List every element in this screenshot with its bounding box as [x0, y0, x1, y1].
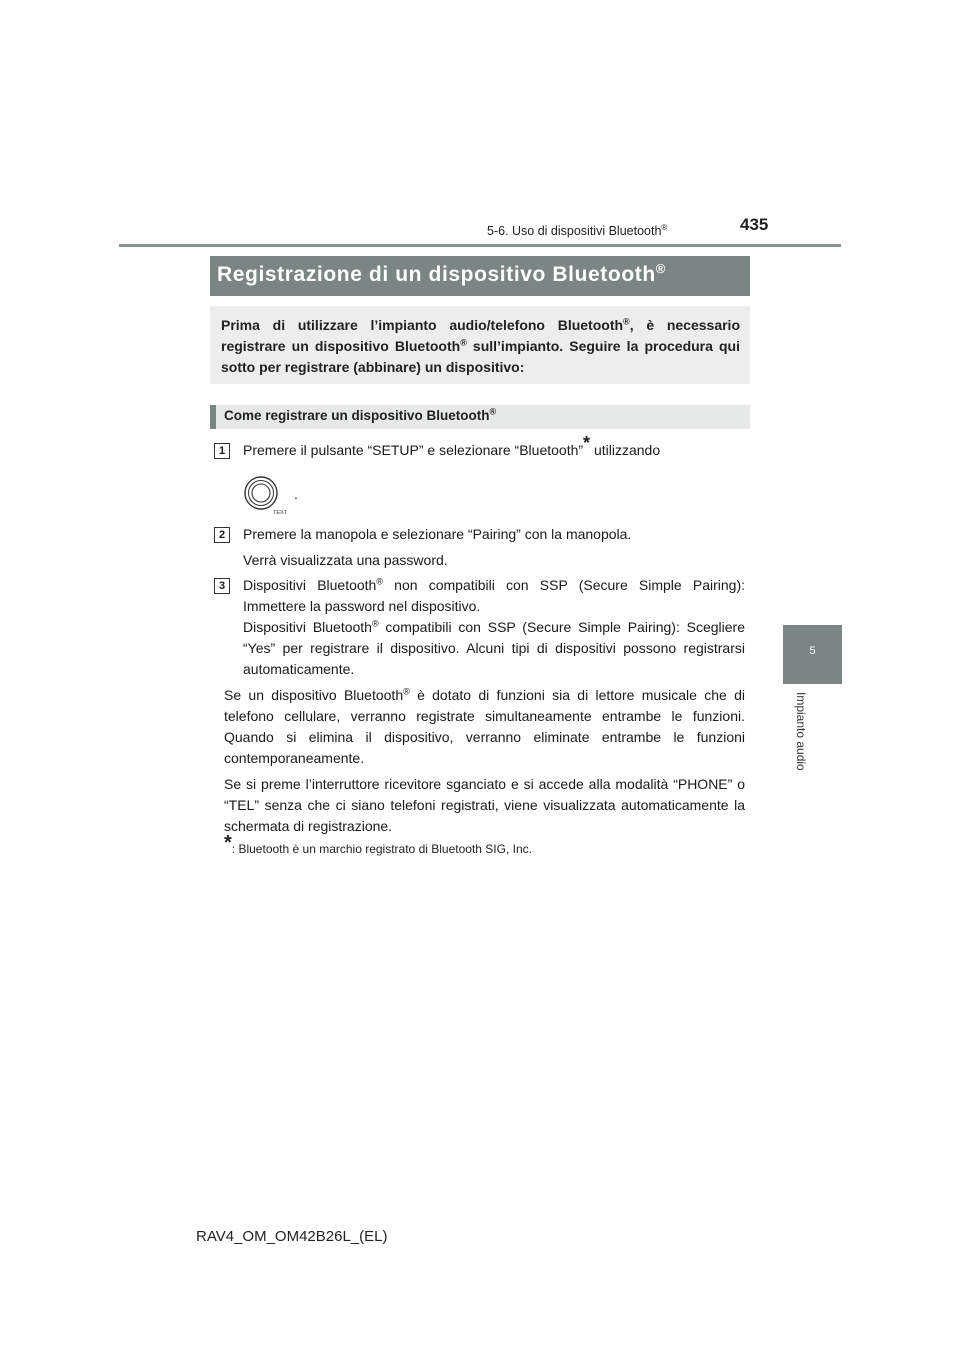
tune-knob-icon: [240, 474, 290, 516]
step-3-text: [243, 575, 745, 680]
page-number: 435: [740, 215, 769, 234]
note-dual-function: Se un dispositivo Bluetooth® è dotato di funzioni sia di lettore musicale che di telefono cellulare, verranno registrate simultaneamente entrambe le funzioni. Quando si elimina il dispositivo, verranno eliminate entrambe le funzioni contemporaneamente.: [224, 686, 746, 766]
step-1-period: .: [294, 486, 298, 502]
knob-label: TEXT: [273, 510, 288, 516]
step-number-3: 3: [214, 578, 230, 594]
header-divider: [119, 244, 841, 247]
intro-box: [210, 306, 750, 384]
intro-text: Prima di utilizzare l’impianto audio/telefono Bluetooth®, è necessario registrare un dispositivo Bluetooth® sull’impianto. Seguire la procedura qui sotto per registrare (abbinare) un dispositivo:: [221, 316, 740, 375]
chapter-label: Impianto audio: [794, 692, 808, 771]
step-number-2: 2: [214, 527, 230, 543]
section-title: Registrazione di un dispositivo Bluetooth®: [217, 261, 666, 286]
note-registration-screen: Se si preme l’interruttore ricevitore sganciato e si accede alla modalità “PHONE” o “TEL” senza che ci siano telefoni registrati, viene visualizzata automaticamente la schermata di registrazione.: [224, 776, 745, 834]
chapter-tab: [783, 625, 842, 684]
step-2-note: Verrà visualizzata una password.: [243, 552, 448, 568]
step-3-ssp: Dispositivi Bluetooth® compatibili con SSP (Secure Simple Pairing): Scegliere “Yes” per registrare il dispositivo. Alcuni tipi di dispositivi possono registrarsi automaticamente.: [243, 618, 746, 677]
step-2-text: Premere la manopola e selezionare “Pairing” con la manopola.: [243, 526, 632, 542]
header-section-title: 5-6. Uso di dispositivi Bluetooth®: [487, 223, 668, 239]
footnote: *: Bluetooth è un marchio registrato di Bluetooth SIG, Inc.: [224, 832, 532, 856]
subheading-bar: [210, 405, 750, 429]
registered-mark: ®: [661, 223, 668, 232]
chapter-number: 5: [809, 645, 816, 657]
document-id: RAV4_OM_OM42B26L_(EL): [196, 1228, 388, 1245]
step-3-non-ssp: Dispositivi Bluetooth® non compatibili con SSP (Secure Simple Pairing): Immettere la password nel dispositivo.: [243, 576, 745, 614]
step-number-1: 1: [214, 443, 230, 459]
step-1-text: Premere il pulsante “SETUP” e selezionare “Bluetooth”* utilizzando: [243, 433, 661, 458]
section-title-bar: [210, 256, 750, 296]
registered-mark: ®: [655, 261, 666, 276]
subheading: Come registrare un dispositivo Bluetooth®: [224, 406, 497, 423]
